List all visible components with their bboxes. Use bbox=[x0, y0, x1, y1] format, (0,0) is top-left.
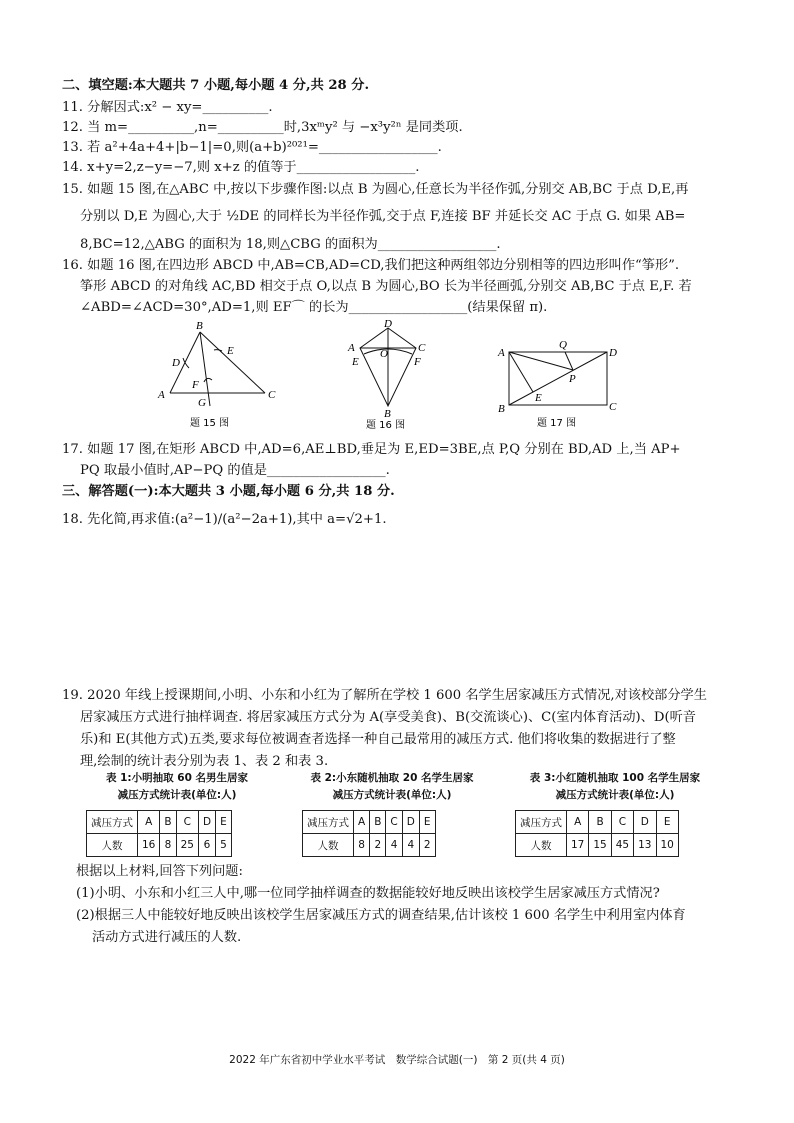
table-cell: 8 bbox=[160, 834, 176, 857]
fig17-label-a: A bbox=[498, 347, 505, 359]
table-cell: 4 bbox=[402, 834, 419, 857]
table-cell: A bbox=[354, 811, 370, 834]
table-row bbox=[516, 811, 679, 834]
table-header-label: 减压方式 bbox=[303, 811, 354, 834]
fig15-label-c: C bbox=[268, 389, 276, 401]
fig15-label-e: E bbox=[227, 345, 234, 357]
table-cell: 13 bbox=[634, 834, 656, 857]
table-1-title-line1: 表 1:小明抽取 60 名男生居家 bbox=[105, 772, 249, 784]
fig15-label-f: F bbox=[192, 379, 199, 391]
table-2-title bbox=[292, 770, 492, 804]
question-14: 14. x+y=2,z−y=−7,则 x+z 的值等于__________________. bbox=[62, 160, 420, 175]
table-header-label: 减压方式 bbox=[516, 811, 567, 834]
table-row bbox=[303, 834, 436, 857]
question-16-line2: 筝形 ABCD 的对角线 AC,BD 相交于点 O,以点 B 为圆心,BO 长为半径画弧,分别交 AB,BC 于点 E,F. 若 bbox=[80, 279, 692, 294]
table-cell: 10 bbox=[656, 834, 678, 857]
table-1 bbox=[86, 810, 232, 857]
fig15-label-d: D bbox=[172, 357, 180, 369]
question-15-line2: 分别以 D,E 为圆心,大于 ½DE 的同样长为半径作弧,交于点 F,连接 BF 并延长交 AC 于点 G. 如果 AB= bbox=[80, 209, 686, 224]
figure-15 bbox=[150, 318, 290, 433]
fig15-bisector bbox=[200, 332, 210, 406]
fig15-label-a: A bbox=[158, 389, 165, 401]
figure-16 bbox=[340, 318, 435, 433]
question-19-prompt: 根据以上材料,回答下列问题: bbox=[76, 864, 243, 879]
table-row-label: 人数 bbox=[516, 834, 567, 857]
table-cell: 6 bbox=[198, 834, 215, 857]
page-footer: 2022 年广东省初中学业水平考试 数学综合试题(一) 第 2 页(共 4 页) bbox=[229, 1054, 565, 1066]
table-cell: B bbox=[160, 811, 176, 834]
question-13: 13. 若 a²+4a+4+|b−1|=0,则(a+b)²⁰²¹=__________________. bbox=[62, 140, 442, 155]
fig15-arc-f bbox=[204, 378, 212, 382]
table-cell: 25 bbox=[176, 834, 198, 857]
table-cell: 2 bbox=[370, 834, 386, 857]
question-19-line3: 乐)和 E(其他方式)五类,要求每位被调查者选择一种自己最常用的减压方式. 他们将收集的数据进行了整 bbox=[80, 732, 676, 747]
fig17-label-d: D bbox=[609, 347, 617, 359]
question-12: 12. 当 m=__________,n=__________时,3xᵐy² 与 −x³y²ⁿ 是同类项. bbox=[62, 120, 463, 135]
table-cell: 45 bbox=[611, 834, 633, 857]
question-15-line3: 8,BC=12,△ABG 的面积为 18,则△CBG 的面积为__________________. bbox=[80, 237, 501, 252]
fig16-label-b: B bbox=[384, 408, 391, 420]
table-3-title bbox=[510, 770, 720, 804]
table-cell: 5 bbox=[216, 834, 232, 857]
table-cell: C bbox=[386, 811, 402, 834]
fig17-label-b: B bbox=[498, 403, 505, 415]
table-2-title-line1: 表 2:小东随机抽取 20 名学生居家 bbox=[310, 772, 474, 784]
question-18: 18. 先化简,再求值:(a²−1)/(a²−2a+1),其中 a=√2+1. bbox=[62, 512, 387, 527]
fig16-label-o: O bbox=[380, 348, 388, 360]
fig16-label-c: C bbox=[418, 342, 426, 354]
fig16-label-d: D bbox=[384, 318, 392, 330]
fig15-label-b: B bbox=[196, 320, 203, 332]
table-2 bbox=[302, 810, 436, 857]
fig16-label-e: E bbox=[352, 356, 359, 368]
table-cell: C bbox=[176, 811, 198, 834]
question-11: 11. 分解因式:x² − xy=__________. bbox=[62, 100, 273, 115]
fig15-caption: 题 15 图 bbox=[190, 418, 230, 429]
fig15-edge-bc bbox=[200, 332, 265, 393]
question-15-line1: 15. 如题 15 图,在△ABC 中,按以下步骤作图:以点 B 为圆心,任意长为半径作弧,分别交 AB,BC 于点 D,E,再 bbox=[62, 182, 689, 197]
fig17-label-p: P bbox=[569, 373, 576, 385]
table-3 bbox=[515, 810, 679, 857]
table-cell: 4 bbox=[386, 834, 402, 857]
question-19-sub1: (1)小明、小东和小红三人中,哪一位同学抽样调查的数据能较好地反映出该校学生居家减压方式情况? bbox=[76, 886, 660, 901]
fig17-diagonal-bd bbox=[509, 352, 607, 405]
fig16-caption: 题 16 图 bbox=[366, 420, 406, 431]
table-1-title-line2: 减压方式统计表(单位:人) bbox=[117, 789, 237, 801]
table-2-title-line2: 减压方式统计表(单位:人) bbox=[332, 789, 452, 801]
table-row bbox=[87, 811, 232, 834]
table-cell: E bbox=[419, 811, 435, 834]
table-3-title-line1: 表 3:小红随机抽取 100 名学生居家 bbox=[529, 772, 701, 784]
question-17-line1: 17. 如题 17 图,在矩形 ABCD 中,AD=6,AE⊥BD,垂足为 E,ED=3BE,点 P,Q 分别在 BD,AD 上,当 AP+ bbox=[62, 442, 681, 457]
table-cell: C bbox=[611, 811, 633, 834]
question-19-sub2-line1: (2)根据三人中能较好地反映出该校学生居家减压方式的调查结果,估计该校 1 600 名学生中利用室内体育 bbox=[76, 908, 686, 923]
table-cell: B bbox=[589, 811, 611, 834]
table-cell: D bbox=[198, 811, 215, 834]
fig17-label-c: C bbox=[609, 401, 617, 413]
table-cell: 2 bbox=[419, 834, 435, 857]
table-cell: B bbox=[370, 811, 386, 834]
fig16-label-a: A bbox=[348, 342, 355, 354]
section2-heading: 二、填空题:本大题共 7 小题,每小题 4 分,共 28 分. bbox=[62, 78, 370, 93]
table-cell: 17 bbox=[567, 834, 589, 857]
question-16-line1: 16. 如题 16 图,在四边形 ABCD 中,AB=CB,AD=CD,我们把这种两组邻边分别相等的四边形叫作“筝形”. bbox=[62, 258, 680, 273]
table-3-title-line2: 减压方式统计表(单位:人) bbox=[555, 789, 675, 801]
table-row-label: 人数 bbox=[87, 834, 138, 857]
table-cell: D bbox=[402, 811, 419, 834]
table-row bbox=[303, 811, 436, 834]
fig17-caption: 题 17 图 bbox=[537, 418, 577, 429]
question-19-line4: 理,绘制的统计表分别为表 1、表 2 和表 3. bbox=[80, 754, 329, 769]
section3-heading: 三、解答题(一):本大题共 3 小题,每小题 6 分,共 18 分. bbox=[62, 484, 395, 499]
fig15-arc-e bbox=[214, 350, 222, 351]
table-cell: 15 bbox=[589, 834, 611, 857]
question-17-line2: PQ 取最小值时,AP−PQ 的值是__________________. bbox=[80, 463, 390, 478]
table-cell: 16 bbox=[138, 834, 160, 857]
table-cell: E bbox=[656, 811, 678, 834]
fig17-segment-pq bbox=[565, 352, 573, 370]
table-cell: E bbox=[216, 811, 232, 834]
fig17-label-q: Q bbox=[559, 339, 567, 351]
fig17-label-e: E bbox=[535, 392, 542, 404]
question-19-sub2-line2: 活动方式进行减压的人数. bbox=[92, 930, 242, 945]
table-1-title bbox=[82, 770, 272, 804]
table-cell: A bbox=[567, 811, 589, 834]
fig16-label-f: F bbox=[414, 356, 421, 368]
question-19-line2: 居家减压方式进行抽样调查. 将居家减压方式分为 A(享受美食)、B(交流谈心)、C(室内体育活动)、D(听音 bbox=[80, 710, 696, 725]
figure-17 bbox=[495, 330, 630, 430]
table-row-label: 人数 bbox=[303, 834, 354, 857]
table-header-label: 减压方式 bbox=[87, 811, 138, 834]
fig15-label-g: G bbox=[198, 397, 206, 409]
table-row bbox=[87, 834, 232, 857]
table-cell: D bbox=[634, 811, 656, 834]
question-16-line3: ∠ABD=∠ACD=30°,AD=1,则 EF⌒ 的长为__________________(结果保留 π). bbox=[80, 300, 548, 315]
table-cell: 8 bbox=[354, 834, 370, 857]
question-19-line1: 19. 2020 年线上授课期间,小明、小东和小红为了解所在学校 1 600 名学生居家减压方式情况,对该校部分学生 bbox=[62, 688, 707, 703]
table-row bbox=[516, 834, 679, 857]
table-cell: A bbox=[138, 811, 160, 834]
